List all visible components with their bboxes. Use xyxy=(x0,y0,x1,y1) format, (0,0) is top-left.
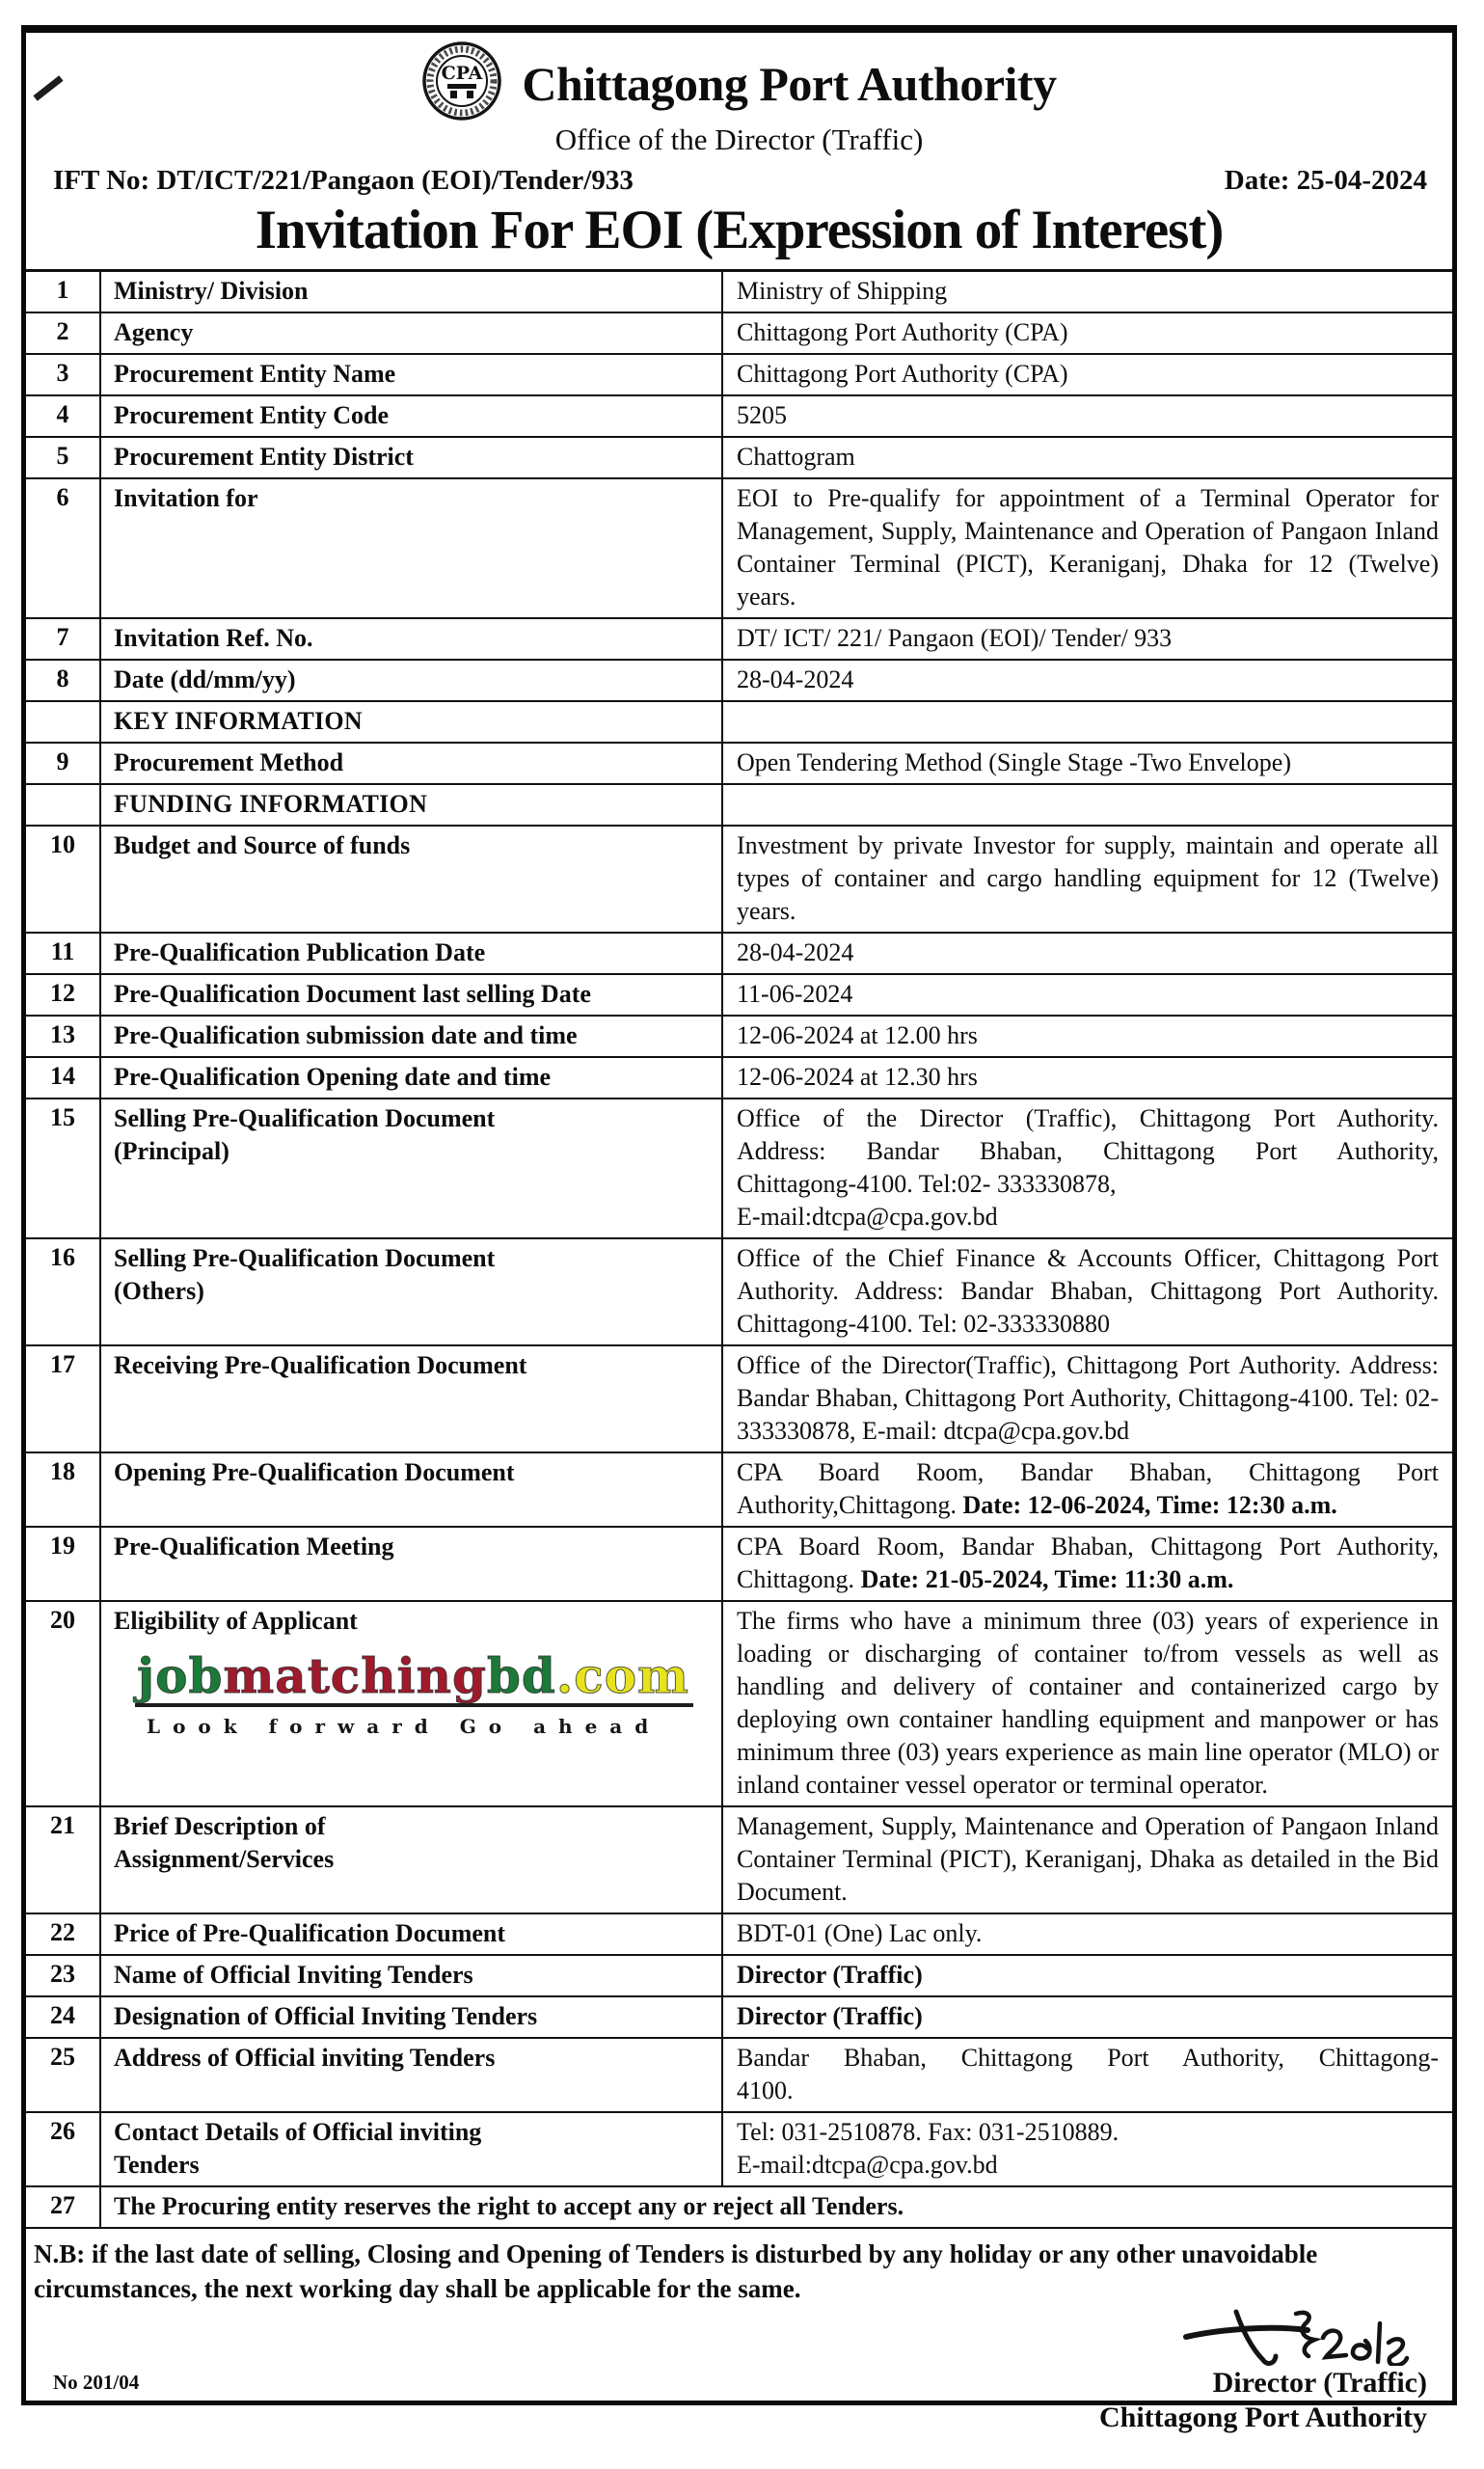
row-value: Open Tendering Method (Single Stage -Two Envelope) xyxy=(737,748,1291,776)
row-number: 26 xyxy=(26,2113,101,2185)
watermark-wordmark xyxy=(135,1647,693,1707)
office-subtitle: Office of the Director (Traffic) xyxy=(554,122,924,156)
section-title xyxy=(101,785,723,825)
row-number: 7 xyxy=(26,619,101,659)
row-label xyxy=(101,1099,723,1237)
row-value xyxy=(723,2039,1452,2111)
row-value: DT/ ICT/ 221/ Pangaon (EOI)/ Tender/ 933 xyxy=(737,624,1173,652)
row-value: 12-06-2024 at 12.00 hrs xyxy=(737,1021,978,1049)
row-number: 1 xyxy=(26,272,101,312)
label-line: KEY INFORMATION xyxy=(114,707,363,735)
table-row xyxy=(26,661,1452,702)
value-line: E-mail:dtcpa@cpa.gov.bd xyxy=(737,2151,998,2179)
row-value: BDT-01 (One) Lac only. xyxy=(737,1919,983,1947)
row-number: 17 xyxy=(26,1346,101,1452)
row-label xyxy=(101,1807,723,1913)
watermark-logo xyxy=(135,1647,712,1743)
label-line: Procurement Entity Code xyxy=(114,401,389,429)
label-line: Agency xyxy=(114,318,194,346)
label-line: FUNDING INFORMATION xyxy=(114,790,428,818)
row-number: 13 xyxy=(26,1017,101,1056)
row-value xyxy=(723,1453,1452,1526)
row-label xyxy=(101,975,723,1015)
row-number xyxy=(26,785,101,825)
document-page xyxy=(21,25,1457,2433)
table-row xyxy=(26,1346,1452,1453)
value-text: CPA Board Room, Bandar Bhaban, Chittagong Port Authority,Chittagong. xyxy=(737,1458,1439,1519)
row-number: 3 xyxy=(26,355,101,394)
table-row xyxy=(26,2039,1452,2113)
signature-block xyxy=(1099,2302,1427,2435)
watermark-word: .com xyxy=(555,1647,689,1704)
table-row xyxy=(26,619,1452,661)
row-value: Office of the Director(Traffic), Chittagong Port Authority. Address: Bandar Bhaban, Chittagong Port Authority, Chittagong-4100. Tel: 02- 333330878, E-mail: dtcpa@cpa.gov.bd xyxy=(737,1351,1439,1445)
label-line: Eligibility of Applicant xyxy=(114,1607,358,1635)
row-value xyxy=(723,1528,1452,1600)
row-label xyxy=(101,661,723,700)
row-number: 6 xyxy=(26,479,101,617)
row-number: 18 xyxy=(26,1453,101,1526)
row-value: Investment by private Investor for supply, maintain and operate all types of container and cargo handling equipment for 12 (Twelve) years. xyxy=(737,831,1439,925)
row-number: 12 xyxy=(26,975,101,1015)
row-value xyxy=(723,702,1452,742)
row-label xyxy=(101,438,723,477)
row-label xyxy=(101,313,723,353)
row-label xyxy=(101,1346,723,1452)
label-line: Contact Details of Official inviting xyxy=(114,2118,482,2146)
row-label xyxy=(101,1017,723,1056)
row-value: Ministry of Shipping xyxy=(737,277,948,305)
row-value: 5205 xyxy=(737,401,787,429)
row-label xyxy=(101,1239,723,1344)
table-row xyxy=(26,1239,1452,1346)
row-number: 10 xyxy=(26,827,101,932)
row-label xyxy=(101,1058,723,1098)
row-number: 19 xyxy=(26,1528,101,1600)
ift-row xyxy=(26,157,1452,197)
value-bold-text: Date: 12-06-2024, Time: 12:30 a.m. xyxy=(962,1491,1337,1519)
notice-date: Date: 25-04-2024 xyxy=(1224,165,1427,196)
row-number: 27 xyxy=(26,2187,101,2227)
row-number xyxy=(26,702,101,742)
label-line: Selling Pre-Qualification Document xyxy=(114,1244,496,1272)
watermark-tagline: Look forward Go ahead xyxy=(147,1714,661,1738)
row-label xyxy=(101,1956,723,1995)
row-label xyxy=(101,1528,723,1600)
table-row xyxy=(26,2113,1452,2187)
value-bold-text: Date: 21-05-2024, Time: 11:30 a.m. xyxy=(860,1565,1234,1593)
row-number: 2 xyxy=(26,313,101,353)
table-row xyxy=(26,1017,1452,1058)
row-label xyxy=(101,2039,723,2111)
row-value: 12-06-2024 at 12.30 hrs xyxy=(737,1063,978,1091)
row-label xyxy=(101,1602,723,1805)
label-line: Procurement Entity District xyxy=(114,443,414,471)
row-number: 5 xyxy=(26,438,101,477)
label-line: Designation of Official Inviting Tenders xyxy=(114,2002,538,2030)
table-row xyxy=(26,975,1452,1017)
label-line: (Principal) xyxy=(114,1137,229,1165)
row-label xyxy=(101,744,723,783)
row-value xyxy=(723,1997,1452,2037)
value-line: Office of the Director (Traffic), Chittagong Port Authority. xyxy=(737,1104,1439,1132)
row-value xyxy=(723,1956,1452,1995)
row-label xyxy=(101,1453,723,1526)
row-value: Chattogram xyxy=(737,443,855,471)
value-bold-text: Director (Traffic) xyxy=(737,2002,923,2030)
signatory-organization: Chittagong Port Authority xyxy=(1099,2401,1427,2433)
row-number: 21 xyxy=(26,1807,101,1913)
document-number: No 201/04 xyxy=(53,2371,140,2394)
row-value: 28-04-2024 xyxy=(737,665,854,693)
row-value: 11-06-2024 xyxy=(737,980,853,1008)
row-label xyxy=(101,479,723,617)
table-row xyxy=(26,1914,1452,1956)
label-line: Brief Description of xyxy=(114,1812,326,1840)
table-row xyxy=(26,1602,1452,1807)
row-number: 15 xyxy=(26,1099,101,1237)
label-line: Procurement Entity Name xyxy=(114,360,396,388)
table-row xyxy=(26,396,1452,438)
section-title xyxy=(101,702,723,742)
row-value: Chittagong Port Authority (CPA) xyxy=(737,360,1068,388)
row-number: 22 xyxy=(26,1914,101,1954)
table-row xyxy=(26,438,1452,479)
ift-number: IFT No: DT/ICT/221/Pangaon (EOI)/Tender/933 xyxy=(53,165,634,196)
label-line: Ministry/ Division xyxy=(114,277,309,305)
svg-text:CPA: CPA xyxy=(442,63,483,84)
table-row xyxy=(26,1956,1452,1997)
label-line: Receiving Pre-Qualification Document xyxy=(114,1351,527,1379)
table-row xyxy=(26,934,1452,975)
row-label xyxy=(101,2113,723,2185)
label-line: Opening Pre-Qualification Document xyxy=(114,1458,515,1486)
label-line: The Procuring entity reserves the right to accept any or reject all Tenders. xyxy=(114,2192,904,2220)
row-number: 8 xyxy=(26,661,101,700)
label-line: Name of Official Inviting Tenders xyxy=(114,1961,473,1989)
value-line: Address: Bandar Bhaban, Chittagong Port Authority, xyxy=(737,1137,1439,1165)
row-label xyxy=(101,396,723,436)
label-line: Procurement Method xyxy=(114,748,344,776)
row-value: 28-04-2024 xyxy=(737,938,854,966)
table-row xyxy=(26,479,1452,619)
watermark-word: bd xyxy=(486,1647,556,1704)
row-label xyxy=(101,827,723,932)
label-line: Tenders xyxy=(114,2151,200,2179)
label-line: Invitation for xyxy=(114,484,258,512)
value-line: Bandar Bhaban, Chittagong Port Authority, Chittagong- xyxy=(737,2044,1439,2072)
label-line: Address of Official inviting Tenders xyxy=(114,2044,496,2072)
row-value: The firms who have a minimum three (03) years of experience in loading or discharging of container to/from vessels as well as handling and delivery of container and containerized cargo by deploying own container handling equipment and manpower or has minimum three (03) years experience as main line operator (MLO) or inland container vessel operator or terminal operator. xyxy=(737,1607,1439,1799)
label-line: Pre-Qualification Publication Date xyxy=(114,938,486,966)
row-number: 14 xyxy=(26,1058,101,1098)
label-line: Budget and Source of funds xyxy=(114,831,411,859)
value-text: CPA Board Room, Bandar Bhaban, Chittagong Port Authority, Chittagong. xyxy=(737,1533,1439,1593)
label-line: Price of Pre-Qualification Document xyxy=(114,1919,506,1947)
eoi-table xyxy=(26,269,1452,2229)
row-number: 9 xyxy=(26,744,101,783)
org-title: Chittagong Port Authority xyxy=(522,56,1057,111)
label-line: Pre-Qualification Document last selling Date xyxy=(114,980,591,1008)
signature-scribble xyxy=(1182,2302,1414,2366)
row-label xyxy=(101,2187,1452,2227)
row-label xyxy=(101,1997,723,2037)
table-row xyxy=(26,827,1452,934)
row-label xyxy=(101,272,723,312)
cpa-seal-icon xyxy=(421,41,502,126)
section-row xyxy=(26,702,1452,744)
section-row xyxy=(26,785,1452,827)
watermark-word: matching xyxy=(223,1647,487,1704)
row-number: 23 xyxy=(26,1956,101,1995)
table-row xyxy=(26,1528,1452,1602)
value-line: Tel: 031-2510878. Fax: 031-2510889. xyxy=(737,2118,1120,2146)
row-value: EOI to Pre-qualify for appointment of a Terminal Operator for Management, Supply, Maintenance and Operation of Pangaon Inland Container Terminal (PICT), Keraniganj, Dhaka for 12 (Twelve) years. xyxy=(737,484,1439,610)
label-line: Pre-Qualification submission date and time xyxy=(114,1021,578,1049)
value-line: E-mail:dtcpa@cpa.gov.bd xyxy=(737,1203,998,1231)
table-row xyxy=(26,744,1452,785)
nb-note: N.B: if the last date of selling, Closing and Opening of Tenders is disturbed by any holiday or any other unavoidable circumstances, the next working day shall be applicable for the same. xyxy=(34,2239,1318,2303)
signatory-designation: Director (Traffic) xyxy=(1212,2367,1427,2399)
page-title: Invitation For EOI (Expression of Interest) xyxy=(255,200,1224,260)
row-label xyxy=(101,934,723,973)
table-row xyxy=(26,1807,1452,1914)
label-line: Invitation Ref. No. xyxy=(114,624,313,652)
table-row xyxy=(26,1058,1452,1099)
table-row xyxy=(26,313,1452,355)
row-value xyxy=(723,785,1452,825)
row-value: Office of the Chief Finance & Accounts Officer, Chittagong Port Authority. Address: Bandar Bhaban, Chittagong Port Authority. Chittagong-4100. Tel: 02-333330880 xyxy=(737,1244,1439,1338)
header xyxy=(26,33,1452,126)
row-number: 20 xyxy=(26,1602,101,1805)
row-label xyxy=(101,619,723,659)
row-number: 25 xyxy=(26,2039,101,2111)
label-line: Selling Pre-Qualification Document xyxy=(114,1104,496,1132)
row-value xyxy=(723,1099,1452,1237)
table-row xyxy=(26,1099,1452,1239)
table-row xyxy=(26,1453,1452,1528)
table-row xyxy=(26,2187,1452,2229)
table-row xyxy=(26,272,1452,313)
row-value xyxy=(723,2113,1452,2185)
row-number: 4 xyxy=(26,396,101,436)
row-number: 24 xyxy=(26,1997,101,2037)
row-number: 11 xyxy=(26,934,101,973)
row-label xyxy=(101,355,723,394)
table-row xyxy=(26,1997,1452,2039)
label-line: Date (dd/mm/yy) xyxy=(114,665,296,693)
row-label xyxy=(101,1914,723,1954)
label-line: Pre-Qualification Meeting xyxy=(114,1533,394,1560)
row-number: 16 xyxy=(26,1239,101,1344)
label-line: Pre-Qualification Opening date and time xyxy=(114,1063,552,1091)
table-row xyxy=(26,355,1452,396)
footer xyxy=(26,2229,1452,2433)
value-bold-text: Director (Traffic) xyxy=(737,1961,923,1989)
label-line: Assignment/Services xyxy=(114,1845,335,1873)
row-value: Management, Supply, Maintenance and Operation of Pangaon Inland Container Terminal (PICT), Keraniganj, Dhaka as detailed in the Bid Document. xyxy=(737,1812,1439,1906)
value-line: Chittagong-4100. Tel:02- 333330878, xyxy=(737,1170,1117,1198)
value-line: 4100. xyxy=(737,2076,794,2104)
label-line: (Others) xyxy=(114,1277,204,1305)
row-value: Chittagong Port Authority (CPA) xyxy=(737,318,1068,346)
watermark-word: job xyxy=(137,1647,224,1704)
